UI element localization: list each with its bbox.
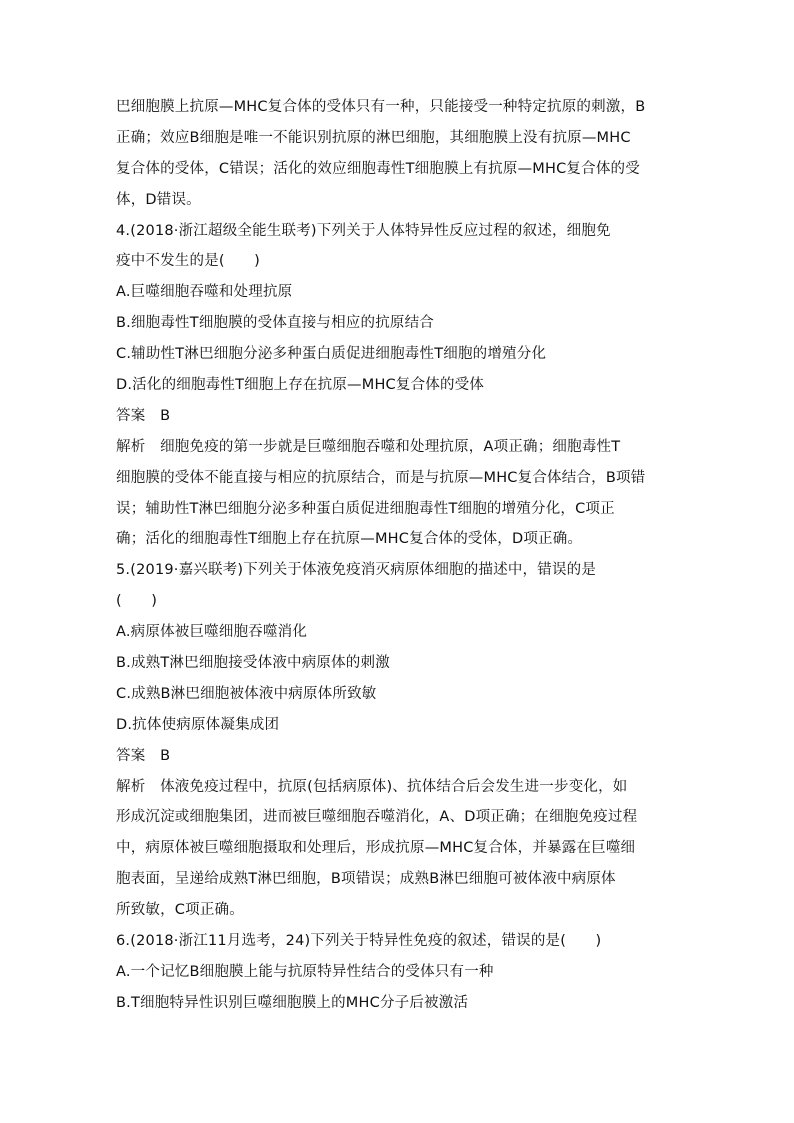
- question-5-stem: 5.(2019·嘉兴联考)下列关于体液免疫消灭病原体细胞的描述中，错误的是: [116, 562, 597, 579]
- question-4-analysis: 误；辅助性T淋巴细胞分泌多种蛋白质促进细胞毒性T细胞的增殖分化，C项正: [116, 500, 615, 517]
- question-4-analysis: 细胞膜的受体不能直接与相应的抗原结合，而是与抗原—MHC复合体结合，B项错: [116, 469, 646, 486]
- question-5-analysis: 胞表面，呈递给成熟T淋巴细胞，B项错误；成熟B淋巴细胞可被体液中病原体: [116, 871, 616, 888]
- text-line: 正确；效应B细胞是唯一不能识别抗原的淋巴细胞，其细胞膜上没有抗原—MHC: [116, 129, 631, 146]
- question-4-option-a: A.巨噬细胞吞噬和处理抗原: [116, 284, 293, 301]
- question-4-option-b: B.细胞毒性T细胞膜的受体直接与相应的抗原结合: [116, 315, 435, 332]
- question-5-analysis: 解析 体液免疫过程中，抗原(包括病原体)、抗体结合后会发生进一步变化，如: [116, 778, 628, 795]
- question-5-stem: ( ): [116, 593, 158, 610]
- question-4-analysis: 确；活化的细胞毒性T细胞上存在抗原—MHC复合体的受体，D项正确。: [116, 531, 583, 548]
- question-5-option-a: A.病原体被巨噬细胞吞噬消化: [116, 624, 308, 641]
- question-4-analysis: 解析 细胞免疫的第一步就是巨噬细胞吞噬和处理抗原，A项正确；细胞毒性T: [116, 438, 621, 455]
- question-4-stem: 4.(2018·浙江超级全能生联考)下列关于人体特异性反应过程的叙述，细胞免: [116, 222, 611, 239]
- question-4-option-d: D.活化的细胞毒性T细胞上存在抗原—MHC复合体的受体: [116, 377, 485, 394]
- text-line: 巴细胞膜上抗原—MHC复合体的受体只有一种，只能接受一种特定抗原的刺激，B: [116, 99, 646, 115]
- text-line: 体，D错误。: [116, 191, 201, 208]
- question-5-answer: 答案 B: [116, 747, 171, 764]
- question-6-option-a: A.一个记忆B细胞膜上能与抗原特异性结合的受体只有一种: [116, 963, 494, 980]
- question-6-option-b: B.T细胞特异性识别巨噬细胞膜上的MHC分子后被激活: [116, 994, 469, 1011]
- question-4-stem: 疫中不发生的是( ): [116, 253, 261, 270]
- question-4-answer: 答案 B: [116, 407, 171, 424]
- question-5-option-b: B.成熟T淋巴细胞接受体液中病原体的刺激: [116, 655, 390, 672]
- question-5-analysis: 所致敏，C项正确。: [116, 902, 244, 919]
- text-line: 复合体的受体，C错误；活化的效应细胞毒性T细胞膜上有抗原—MHC复合体的受: [116, 160, 640, 177]
- question-4-option-c: C.辅助性T淋巴细胞分泌多种蛋白质促进细胞毒性T细胞的增殖分化: [116, 346, 547, 363]
- page-content: [116, 92, 686, 1019]
- question-5-analysis: 中，病原体被巨噬细胞摄取和处理后，形成抗原—MHC复合体，并暴露在巨噬细: [116, 840, 636, 857]
- question-6-stem: 6.(2018·浙江11月选考，24)下列关于特异性免疫的叙述，错误的是( ): [116, 933, 602, 950]
- question-5-option-d: D.抗体使病原体凝集成团: [116, 716, 280, 733]
- question-5-option-c: C.成熟B淋巴细胞被体液中病原体所致敏: [116, 685, 377, 702]
- question-5-analysis: 形成沉淀或细胞集团，进而被巨噬细胞吞噬消化，A、D项正确；在细胞免疫过程: [116, 809, 638, 826]
